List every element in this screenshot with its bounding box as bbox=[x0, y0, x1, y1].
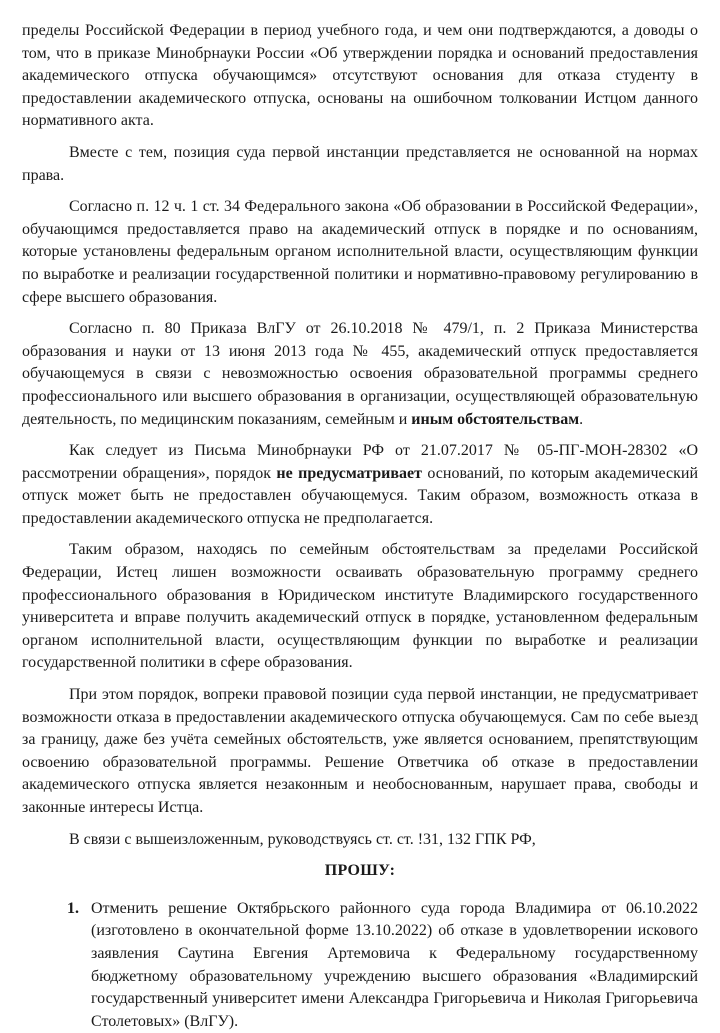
paragraph-text: . bbox=[579, 410, 584, 428]
paragraph-5 bbox=[22, 440, 698, 530]
paragraph-text: При этом порядок, вопреки правовой позиции суда первой инстанции, не предусматривает возможности отказа в предоставлении академического отпуска обучающемуся. Сам по себе выезд за границу, даже без учёта семейных обстоятельств, уже является основанием, препятствующим освоению образовательной программы. Решение Ответчика об отказе в предоставлении академического отпуска является незаконным и необоснованным, нарушает права, свободы и законные интересы Истца. bbox=[22, 686, 698, 816]
document-page bbox=[22, 20, 698, 1033]
paragraph-4 bbox=[22, 318, 698, 431]
request-item bbox=[22, 898, 698, 1033]
paragraph-7 bbox=[22, 684, 698, 820]
paragraph-text: оснований, по которым академический отпуск может быть не предоставлен обучающемуся. Таким образом, возможность отказа в предоставлении академического отпуска не предполагается. bbox=[22, 464, 698, 527]
request-item-number: 1. bbox=[67, 899, 79, 917]
paragraph-6 bbox=[22, 539, 698, 675]
paragraph-8 bbox=[22, 829, 698, 852]
paragraph-text: Таким образом, находясь по семейным обстоятельствам за пределами Российской Федерации, Истец лишен возможности осваивать образовательную программу среднего профессионального образования в Юридическом институте Владимирского государственного университета и вправе получить академический отпуск в порядке, установленном федеральным органом исполнительной власти, осуществляющим функции по выработке и реализации государственной политики в сфере образования. bbox=[22, 541, 698, 672]
paragraph-text: Как следует из Письма Минобрнауки РФ от 21.07.2017 № 05-ПГ-МОН-28302 «О рассмотрении обращения», порядок bbox=[22, 442, 698, 482]
bold-emphasis: иным обстоятельствам bbox=[411, 410, 580, 428]
paragraph-2 bbox=[22, 142, 698, 187]
paragraph-text: Согласно п. 80 Приказа ВлГУ от 26.10.2018 № 479/1, п. 2 Приказа Министерства образования и науки от 13 июня 2013 года № 455, академический отпуск предоставляется обучающемуся в связи с невозможностью освоения образовательной программы среднего профессионального или высшего образования в организации, осуществляющей образовательную деятельность, по медицинским показаниям, семейным и bbox=[22, 320, 698, 428]
paragraph-3 bbox=[22, 196, 698, 309]
request-heading: ПРОШУ: bbox=[324, 862, 396, 880]
paragraph-text: Согласно п. 12 ч. 1 ст. 34 Федерального закона «Об образовании в Российской Федерации», обучающимся предоставляется право на академический отпуск в порядке и по основаниям, которые установлены федеральным органом исполнительной власти, осуществляющим функции по выработке и реализации государственной политики и нормативно-правовому регулированию в сфере высшего образования. bbox=[22, 198, 698, 306]
paragraph-text: В связи с вышеизложенным, руководствуясь ст. ст. !31, 132 ГПК РФ, bbox=[69, 830, 536, 848]
bold-emphasis: не предусматривает bbox=[276, 464, 422, 482]
paragraph-text: пределы Российской Федерации в период учебного года, и чем они подтверждаются, а доводы о том, что в приказе Минобрнауки России «Об утверждении порядка и оснований предоставления академического отпуска обучающимся» отсутствуют основания для отказа студенту в предоставлении академического отпуска, основаны на ошибочном толковании Истцом данного нормативного акта. bbox=[22, 22, 698, 130]
request-item-text: Отменить решение Октябрьского районного суда города Владимира от 06.10.2022 (изготовлено в окончательной форме 13.10.2022) об отказе в удовлетворении искового заявления Саутина Евгения Артемовича к Федеральному государственному бюджетному образовательному учреждению высшего образования «Владимирский государственный университет имени Александра Григорьевича и Николая Григорьевича Столетовых» (ВлГУ). bbox=[91, 899, 698, 1030]
paragraph-1 bbox=[22, 20, 698, 133]
paragraph-text: Вместе с тем, позиция суда первой инстанции представляется не основанной на нормах права. bbox=[22, 143, 698, 184]
